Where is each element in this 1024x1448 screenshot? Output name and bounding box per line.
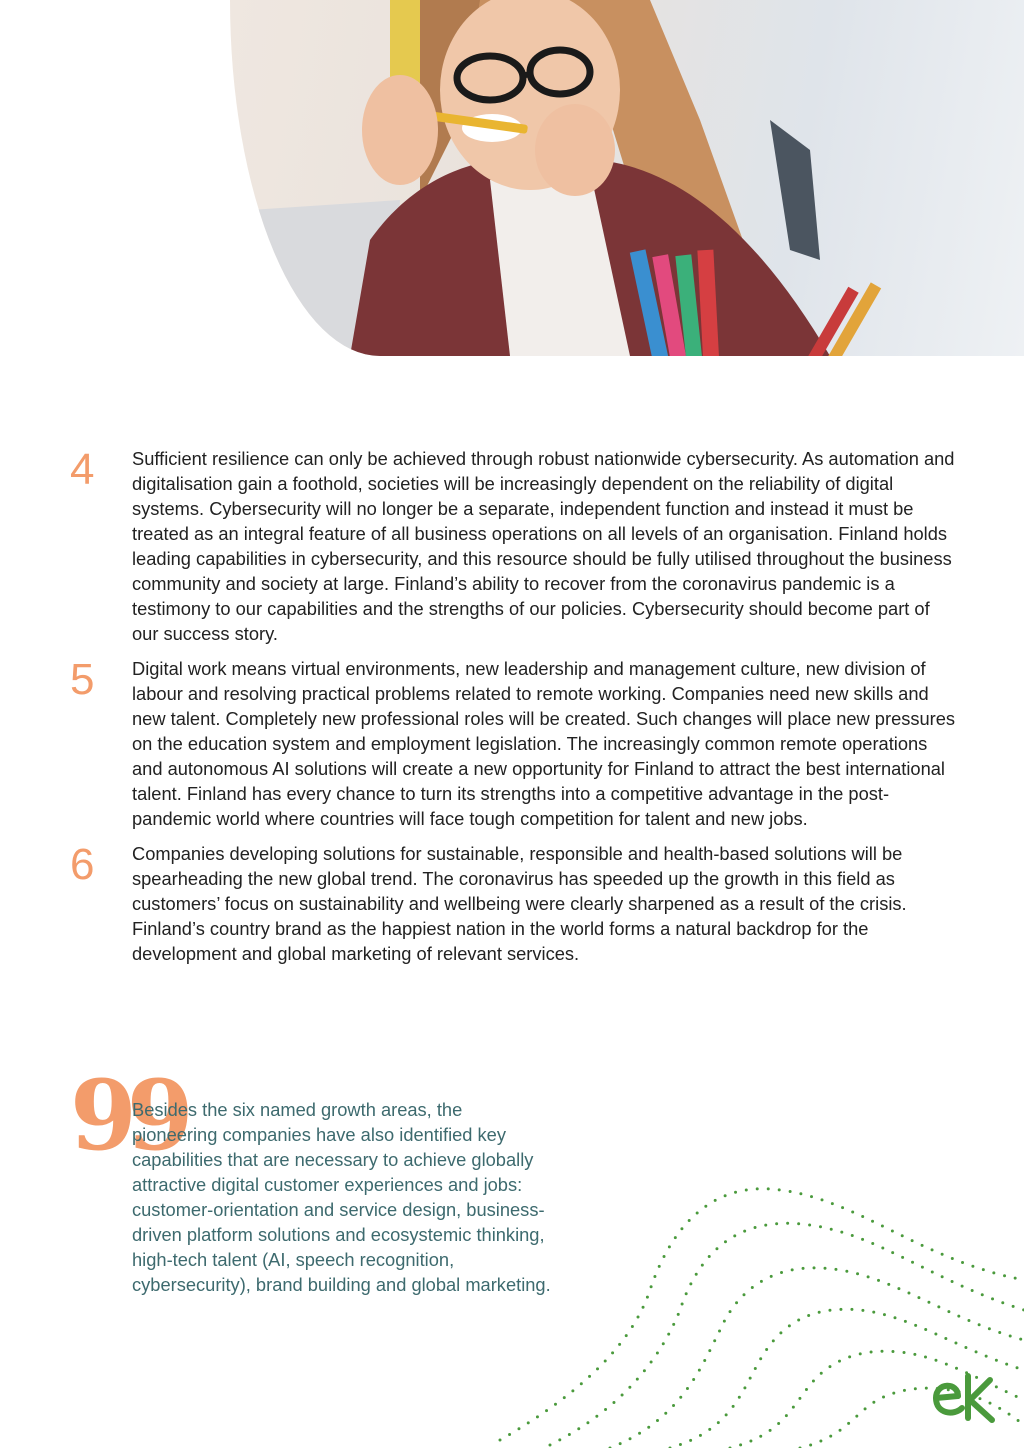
point-number: 4 bbox=[70, 445, 95, 494]
point-number: 5 bbox=[70, 655, 95, 704]
point-6 bbox=[70, 841, 960, 966]
hero-photo bbox=[230, 0, 1024, 356]
point-number: 6 bbox=[70, 840, 95, 889]
ek-logo bbox=[928, 1368, 998, 1424]
point-text: Sufficient resilience can only be achieved through robust nationwide cybersecurity. As automation and digitalisation gain a foothold, societies will be increasingly dependent on the reliability of digital systems. Cybersecurity will no longer be a separate, independent function and instead it must be treated as an integral feature of all business operations on all levels of an organisation. Finland holds leading capabilities in cybersecurity, and this resource should be fully utilised throughout the business community and society at large. Finland’s ability to recover from the coronavirus pandemic is a testimony to our capabilities and the strengths of our policies. Cybersecurity should become part of our success story. bbox=[132, 448, 955, 644]
point-text: Companies developing solutions for sustainable, responsible and health-based solutions will be spearheading the new global trend. The coronavirus has speeded up the growth in this field as customers’ focus on sustainability and wellbeing were clearly sharpened as a result of the crisis. Finland’s country brand as the happiest nation in the world forms a natural backdrop for the development and global marketing of relevant services. bbox=[132, 843, 907, 964]
numbered-points bbox=[70, 446, 960, 976]
quote-text: Besides the six named growth areas, the pioneering companies have also identified key capabilities that are necessary to achieve globally attractive digital customer experiences and jobs: customer-orientation and service design, business-driven platform solutions and ecosystemic thinking, high-tech talent (AI, speech recognition, cybersecurity), brand building and global marketing. bbox=[132, 1099, 551, 1295]
quote-mark-icon: 99 bbox=[70, 1059, 184, 1172]
point-text: Digital work means virtual environments, new leadership and management culture, new division of labour and resolving practical problems related to remote working. Companies need new skills and new talent. Completely new professional roles will be created. Such changes will place new pressures on the education system and employment legislation. The increasingly common remote operations and autonomous AI solutions will create a new opportunity for Finland to attract the best international talent. Finland has every chance to turn its strengths into a competitive advantage in the post-pandemic world where countries will face tough competition for talent and new jobs. bbox=[132, 658, 956, 829]
point-5 bbox=[70, 656, 960, 831]
point-4 bbox=[70, 446, 960, 646]
woman-biting-pencil-photo bbox=[230, 0, 1024, 356]
